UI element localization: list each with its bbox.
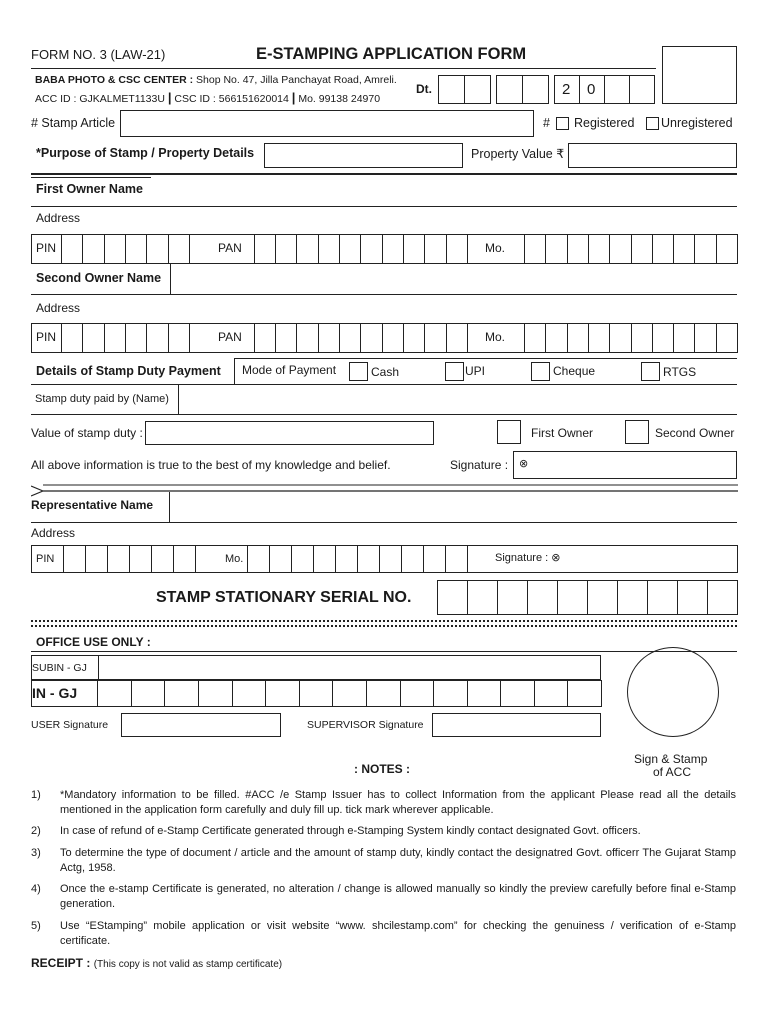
first-owner-name-label: First Owner Name <box>36 182 143 196</box>
year-digit-1: 2 <box>562 81 571 98</box>
second-owner-name-label: Second Owner Name <box>36 271 162 285</box>
payment-divider <box>234 358 235 384</box>
user-signature-label: USER Signature <box>31 719 109 731</box>
declaration-text: All above information is true to the best of my knowledge and belief. <box>31 458 391 472</box>
second-owner-checkbox[interactable] <box>625 420 649 444</box>
cut-line-2 <box>31 625 737 627</box>
property-value-input[interactable] <box>568 143 737 168</box>
center-name: BABA PHOTO & CSC CENTER : <box>35 74 194 86</box>
upi-checkbox[interactable] <box>445 362 464 381</box>
note-text: In case of refund of e-Stamp Certificate generated through e-Stamping System kindly contact designated Govt. officers. <box>60 825 641 837</box>
cash-checkbox[interactable] <box>349 362 368 381</box>
serial-number-field[interactable] <box>437 580 738 615</box>
signature-mark-icon: ⊗ <box>519 458 529 470</box>
center-address: Shop No. 47, Jilla Panchayat Road, Amreli. <box>193 74 397 86</box>
stamp-duty-value-label: Value of stamp duty : <box>31 426 143 440</box>
registered-label: Registered <box>574 116 635 130</box>
serial-number-label: STAMP STATIONARY SERIAL NO. <box>156 589 412 606</box>
representative-pin-label: PIN <box>36 553 55 565</box>
first-owner-checkbox[interactable] <box>497 420 521 444</box>
first-owner-option-label: First Owner <box>531 426 594 440</box>
center-info <box>35 74 397 86</box>
csc-id: CSC ID : 566151620014 <box>174 93 289 105</box>
date-day-field[interactable] <box>438 75 491 104</box>
mode-of-payment-label: Mode of Payment <box>242 363 337 377</box>
representative-name-label: Representative Name <box>31 498 154 512</box>
first-owner-address-label: Address <box>36 211 81 225</box>
in-gj-label: IN - GJ <box>32 685 78 701</box>
hash-mark: # <box>543 116 550 130</box>
second-owner-name-input[interactable] <box>171 264 737 294</box>
receipt-label: RECEIPT : <box>31 956 91 970</box>
signature-label: Signature : <box>450 458 509 472</box>
purpose-input[interactable] <box>264 143 463 168</box>
representative-name-input[interactable] <box>170 492 737 522</box>
second-owner-pin-pan-mo-row[interactable] <box>31 323 738 353</box>
in-gj-field[interactable] <box>31 680 602 707</box>
property-value-label: Property Value ₹ <box>471 147 565 161</box>
form-title: E-STAMPING APPLICATION FORM <box>256 45 527 63</box>
first-owner-pin-pan-mo-row[interactable] <box>31 234 738 264</box>
purpose-label: *Purpose of Stamp / Property Details <box>36 146 255 160</box>
note-number: 3) <box>31 847 41 859</box>
representative-pin-mo-row[interactable] <box>31 545 738 573</box>
second-owner-address-label: Address <box>36 301 81 315</box>
unregistered-label: Unregistered <box>661 116 733 130</box>
photo-box[interactable] <box>662 46 737 104</box>
center-mobile: Mo. 99138 24970 <box>298 93 381 105</box>
date-label: Dt. <box>416 82 432 96</box>
paid-by-label: Stamp duty paid by (Name) <box>35 393 169 405</box>
cheque-label: Cheque <box>553 364 596 378</box>
notes-heading: : NOTES : <box>354 762 410 776</box>
receipt-note: (This copy is not valid as stamp certificate) <box>93 959 283 970</box>
payment-details-label: Details of Stamp Duty Payment <box>36 364 221 378</box>
representative-signature-label: Signature : ⊗ <box>495 552 561 564</box>
office-use-heading: OFFICE USE ONLY : <box>36 635 151 649</box>
date-month-field[interactable] <box>496 75 549 104</box>
form-number: FORM NO. 3 (LAW-21) <box>31 47 166 62</box>
paid-by-input[interactable] <box>179 385 737 414</box>
note-text: Once the e-stamp Certificate is generated, no alteration / change is allowed manually so kindly the preview carefully before final e-Stamp generation. <box>60 883 736 910</box>
acc-id: ACC ID : GJKALMET1133U <box>35 93 165 105</box>
sign-stamp-label-line1: Sign & Stamp <box>634 752 708 766</box>
stamp-article-label: # Stamp Article <box>31 116 116 130</box>
stamp-article-input[interactable] <box>120 110 534 137</box>
second-owner-mo-label: Mo. <box>485 330 506 344</box>
cut-line-1 <box>31 620 737 622</box>
rtgs-checkbox[interactable] <box>641 362 660 381</box>
receipt-line <box>31 957 282 971</box>
year-digit-2: 0 <box>587 81 596 98</box>
cash-label: Cash <box>371 365 400 379</box>
cheque-checkbox[interactable] <box>531 362 550 381</box>
acc-stamp-circle[interactable] <box>627 647 719 737</box>
first-owner-address-input[interactable] <box>31 206 737 234</box>
representative-mo-label: Mo. <box>225 553 244 565</box>
note-text: *Mandatory information to be filled. #ACC /e Stamp Issuer has to collect Information from the applicant Please read all the details mentioned in the application form carefully and duly fill up. tick mark wherever applicable. <box>60 789 736 816</box>
first-owner-pin-label: PIN <box>36 241 57 255</box>
subin-input[interactable] <box>99 656 600 679</box>
first-owner-pan-label: PAN <box>218 241 242 255</box>
center-ids: ACC ID : GJKALMET1133U | CSC ID : 566151620014 | Mo. 99138 24970 <box>35 90 381 105</box>
note-text: Use “EStamping” mobile application or visit website “www. shcilestamp.com” for checking the genuiness / verification of e-Stamp certificate. <box>60 920 736 947</box>
first-owner-name-input[interactable] <box>151 177 737 206</box>
registered-checkbox[interactable] <box>556 117 569 130</box>
applicant-signature-field[interactable] <box>513 451 737 479</box>
second-owner-pan-label: PAN <box>218 330 242 344</box>
unregistered-checkbox[interactable] <box>646 117 659 130</box>
note-number: 1) <box>31 789 41 801</box>
note-number: 5) <box>31 920 41 932</box>
header-divider <box>31 68 656 69</box>
supervisor-signature-field[interactable] <box>432 713 601 737</box>
note-number: 4) <box>31 883 41 895</box>
second-owner-pin-label: PIN <box>36 330 57 344</box>
note-number: 2) <box>31 825 41 837</box>
section-rule-top <box>31 173 737 175</box>
sign-stamp-label-line2: of ACC <box>653 765 692 779</box>
user-signature-field[interactable] <box>121 713 281 737</box>
representative-address-label: Address <box>31 526 76 540</box>
paid-by-line <box>31 414 737 415</box>
upi-label: UPI <box>465 364 486 378</box>
first-owner-mo-label: Mo. <box>485 241 506 255</box>
note-text: To determine the type of document / article and the amount of stamp duty, kindly contact the designatred Govt. officerr The Gujarat Stamp Actg, 1958. <box>60 847 736 874</box>
second-owner-address-input[interactable] <box>31 294 737 323</box>
payment-top-line <box>234 358 737 359</box>
second-owner-option-label: Second Owner <box>655 426 735 440</box>
rtgs-label: RTGS <box>663 365 697 379</box>
supervisor-signature-label: SUPERVISOR Signature <box>307 719 424 731</box>
subin-label: SUBIN - GJ <box>32 662 87 674</box>
stamp-duty-value-input[interactable] <box>145 421 434 445</box>
representative-address-input[interactable] <box>31 522 737 545</box>
office-use-rule <box>31 651 737 652</box>
